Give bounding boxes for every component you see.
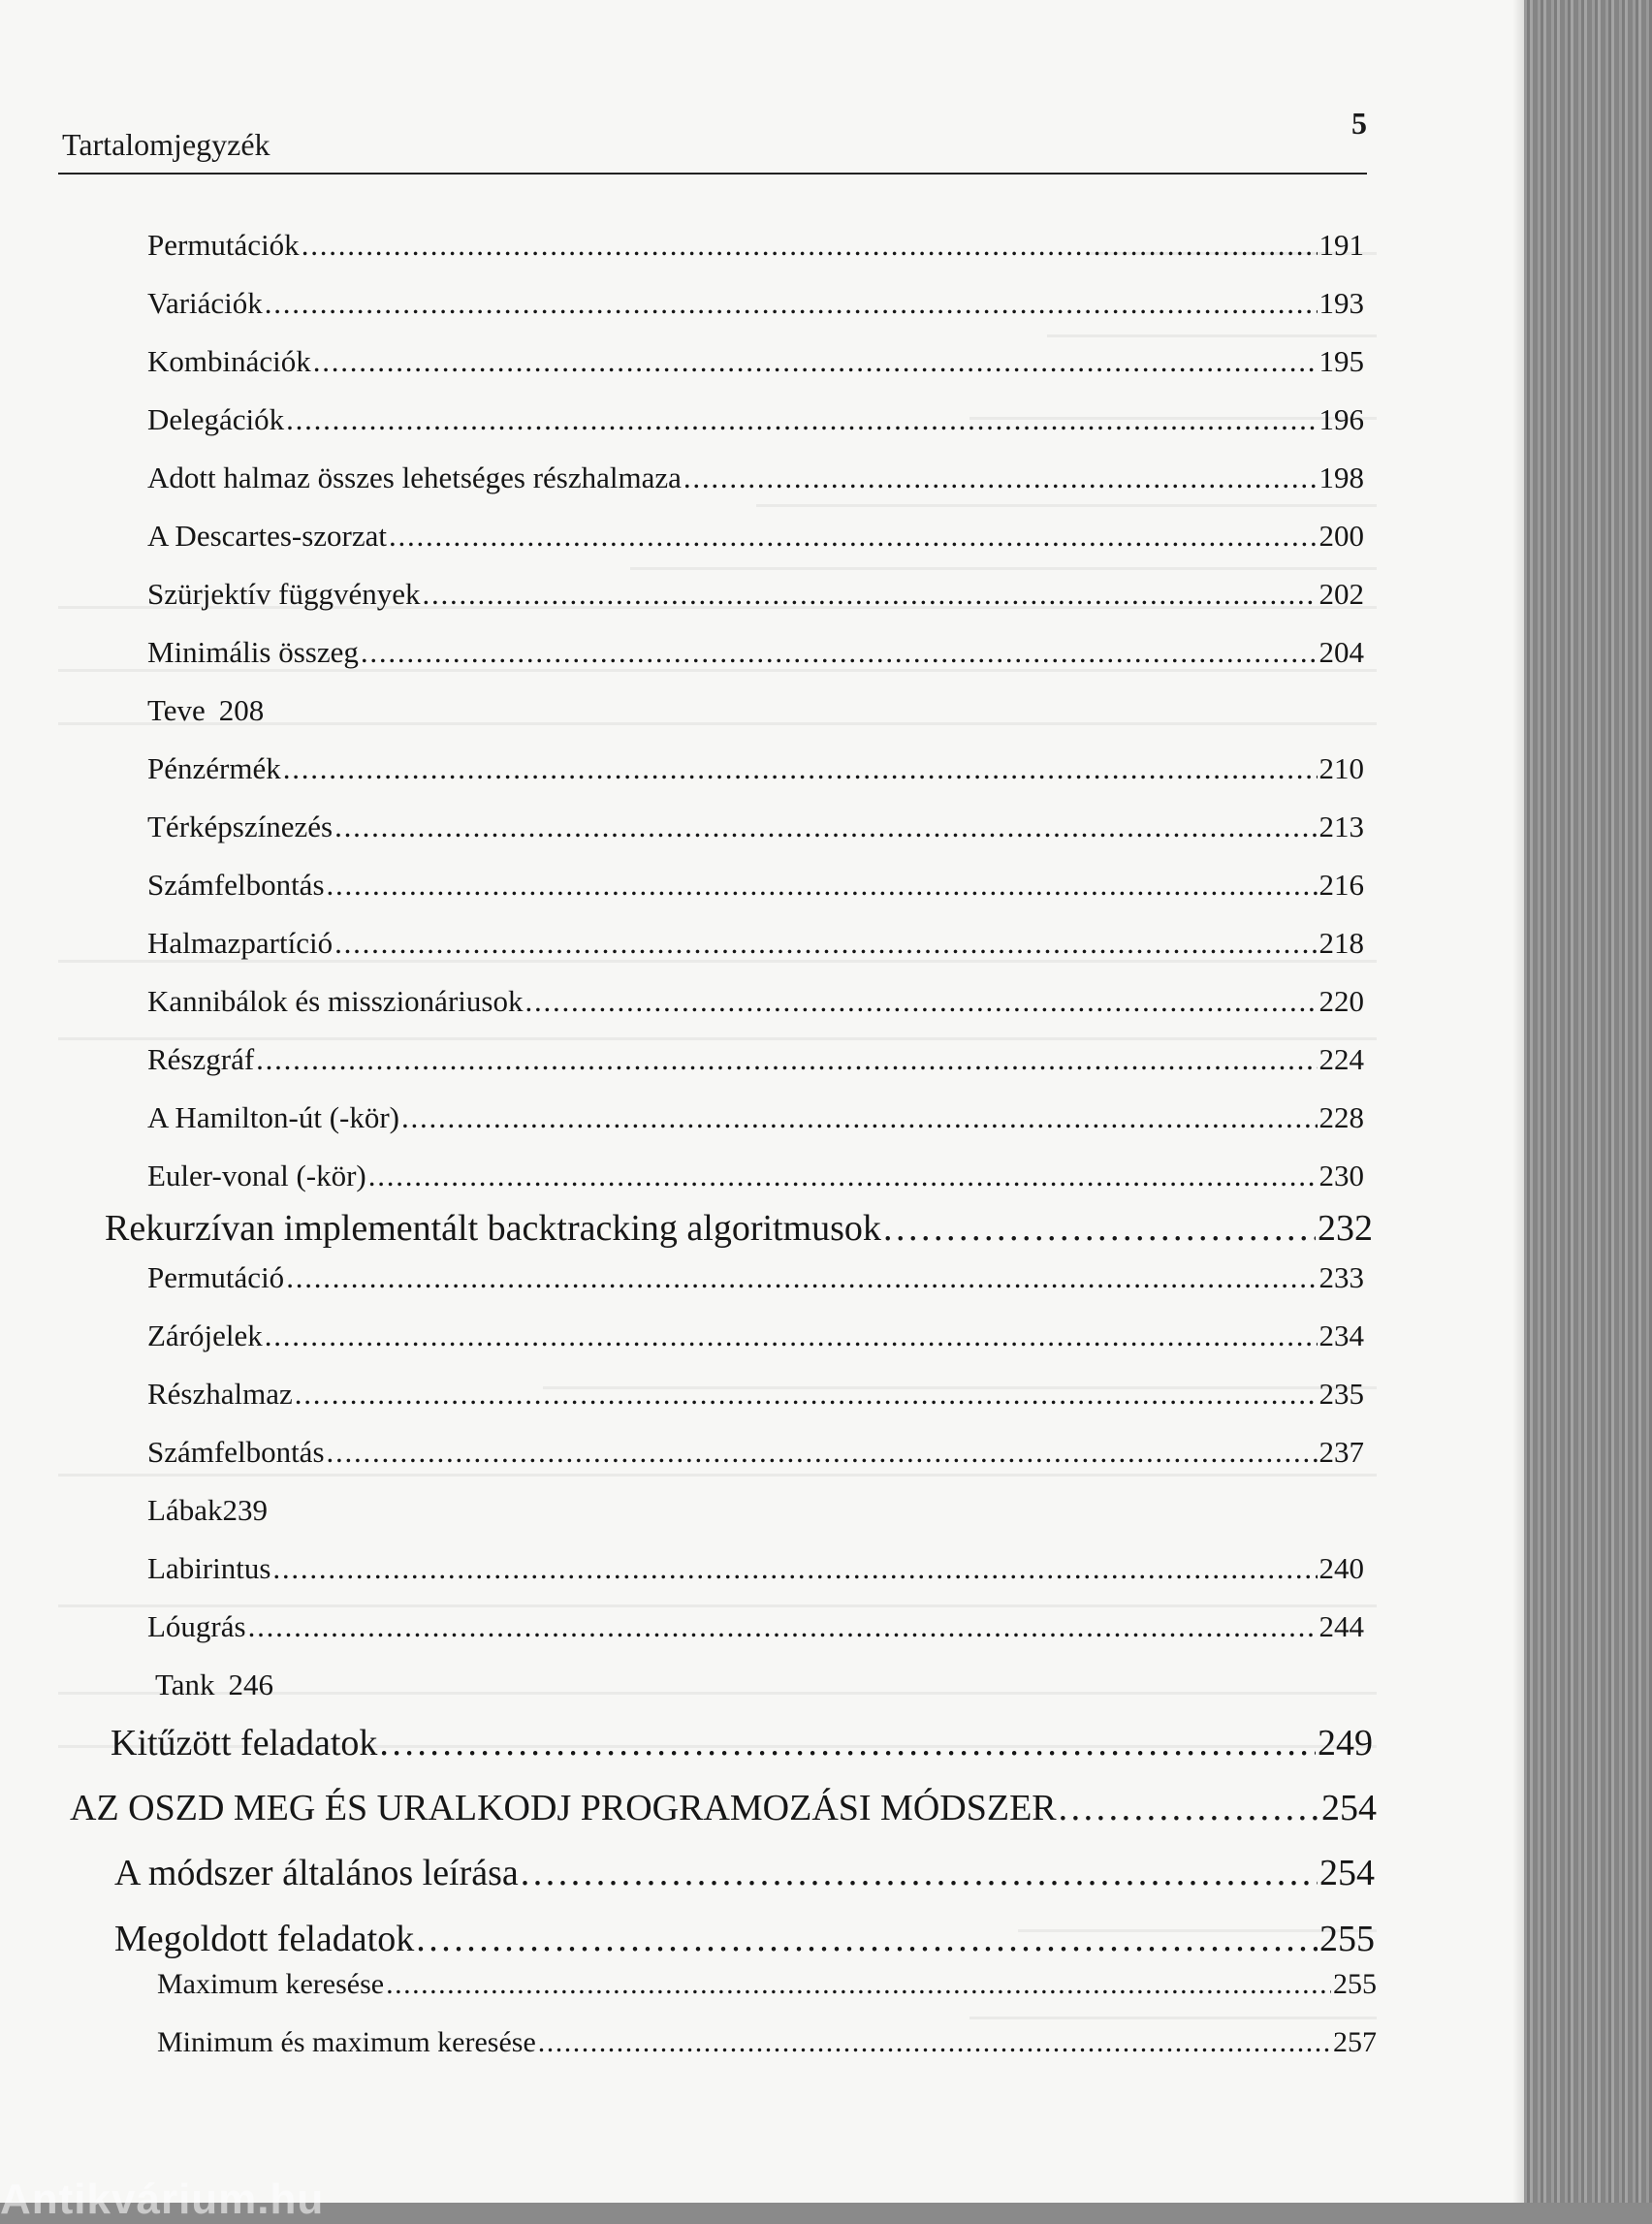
toc-section-entry: A módszer általános leírása . . . 254 [114, 1852, 1375, 1894]
toc-section-entry: Rekurzívan implementált backtracking algoritmusok . . . 232 [105, 1207, 1373, 1250]
toc-entry: Permutáció . . . 233 [147, 1260, 1364, 1295]
toc-entry: Pénzérmék . . . 210 [147, 751, 1364, 786]
toc-chapter-entry: AZ OSZD MEG ÉS URALKODJ PROGRAMOZÁSI MÓDSZER . . . 254 [70, 1787, 1377, 1829]
toc-entry: Teve 208 [147, 693, 265, 727]
toc-entry: Térképszínezés . . . 213 [147, 810, 1364, 844]
toc-entry: Labirintus . . . 240 [147, 1551, 1364, 1586]
page-number: 5 [1351, 106, 1367, 141]
toc-entry: Zárójelek . . . 234 [147, 1319, 1364, 1353]
toc-entry: Lábak 239 [147, 1493, 268, 1527]
toc-entry: Permutációk . . . 191 [147, 228, 1364, 263]
header-title: Tartalomjegyzék [62, 127, 270, 162]
toc-entry: Delegációk . . . 196 [147, 402, 1364, 437]
toc-entry: Részgráf . . . 224 [147, 1042, 1364, 1077]
toc-entry: Számfelbontás . . . 237 [147, 1435, 1364, 1470]
toc-entry: Részhalmaz . . . 235 [147, 1377, 1364, 1412]
toc-entry: A Descartes-szorzat . . . 200 [147, 519, 1364, 554]
watermark: Antikvárium.hu [0, 2176, 325, 2223]
toc-entry: A Hamilton-út (-kör) . . . 228 [147, 1100, 1364, 1135]
toc-entry: Kannibálok és misszionáriusok . . . 220 [147, 984, 1364, 1019]
toc-entry: Minimum és maximum keresése . . . 257 [157, 2026, 1377, 2059]
toc-section-entry: Kitűzött feladatok . . . 249 [111, 1722, 1373, 1764]
toc-entry: Maximum keresése . . . 255 [157, 1968, 1377, 2001]
toc-entry: Tank 246 [155, 1668, 274, 1701]
toc-entry: Minimális összeg . . . 204 [147, 635, 1364, 670]
toc-section-entry: Megoldott feladatok . . . 255 [114, 1918, 1375, 1960]
toc-entry: Euler-vonal (-kör) . . . 230 [147, 1159, 1364, 1193]
toc-entry: Szürjektív függvények . . . 202 [147, 577, 1364, 612]
toc-entry: Lóugrás . . . 244 [147, 1609, 1364, 1644]
toc-entry: Halmazpartíció . . . 218 [147, 926, 1364, 961]
book-spine-edge [1524, 0, 1652, 2203]
toc-entry: Variációk . . . 193 [147, 286, 1364, 321]
page-curl-shadow [1512, 0, 1524, 2203]
toc-entry: Kombinációk . . . 195 [147, 344, 1364, 379]
toc-entry: Adott halmaz összes lehetséges részhalmaza . . . 198 [147, 461, 1364, 495]
toc-entry: Számfelbontás . . . 216 [147, 868, 1364, 903]
